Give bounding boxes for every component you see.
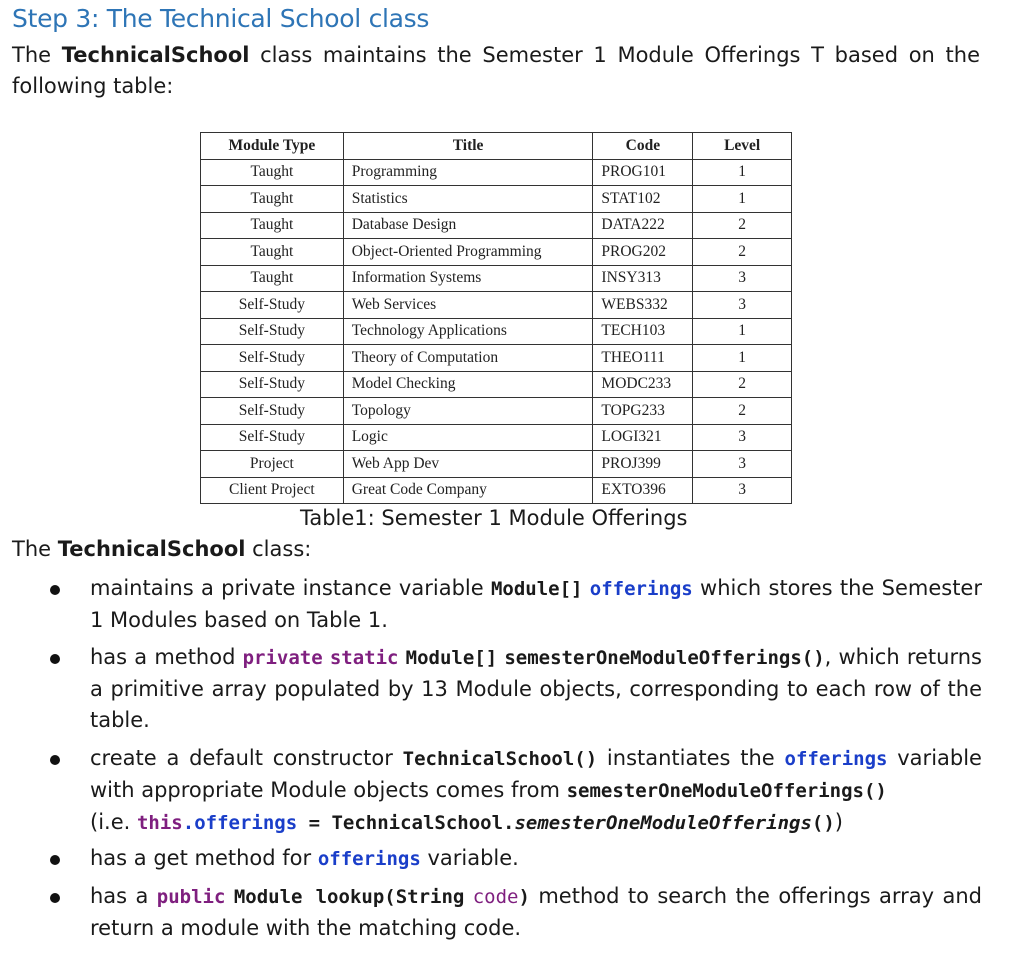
table-row xyxy=(201,398,792,425)
cell-module-type: Taught xyxy=(201,265,344,292)
table-row xyxy=(201,239,792,266)
cell-level: 2 xyxy=(693,239,792,266)
table-caption: Table1: Semester 1 Module Offerings xyxy=(300,506,688,530)
bullet-icon xyxy=(50,893,60,903)
code-type: Module[] xyxy=(490,578,583,600)
code-method: semesterOneModuleOfferings xyxy=(514,812,812,834)
cell-module-type: Client Project xyxy=(201,477,344,504)
bullet-text: (i.e. xyxy=(90,810,137,834)
bullet-text: method to search the offerings array and return a module with the matching code. xyxy=(90,884,982,940)
code-parens: ) xyxy=(518,886,530,908)
cell-code: INSY313 xyxy=(593,265,693,292)
cell-module-type: Taught xyxy=(201,212,344,239)
cell-title: Great Code Company xyxy=(343,477,593,504)
cell-level: 3 xyxy=(693,451,792,478)
table-row xyxy=(201,159,792,186)
cell-code: PROJ399 xyxy=(593,451,693,478)
cell-module-type: Taught xyxy=(201,159,344,186)
cell-code: TOPG233 xyxy=(593,398,693,425)
class-intro-text: class: xyxy=(245,537,312,561)
code-keyword: public xyxy=(156,886,226,908)
table-row xyxy=(201,451,792,478)
bullet-text: create a default constructor xyxy=(90,746,403,770)
code-signature: Module lookup(String xyxy=(233,886,465,908)
table-row xyxy=(201,186,792,213)
code-keyword: this xyxy=(136,812,183,834)
code-keyword: private xyxy=(242,647,323,669)
cell-module-type: Self-Study xyxy=(201,398,344,425)
col-header-level: Level xyxy=(693,133,792,160)
col-header-title: Title xyxy=(343,133,593,160)
cell-title: Information Systems xyxy=(343,265,593,292)
cell-module-type: Self-Study xyxy=(201,345,344,372)
code-method: semesterOneModuleOfferings() xyxy=(566,780,887,802)
cell-module-type: Self-Study xyxy=(201,318,344,345)
bullet-icon xyxy=(50,654,60,664)
requirements-list xyxy=(50,573,982,944)
code-type: Module[] xyxy=(405,647,498,669)
step-heading: Step 3: The Technical School class xyxy=(12,4,430,33)
cell-title: Model Checking xyxy=(343,371,593,398)
bullet-text: has a xyxy=(90,884,157,908)
cell-level: 1 xyxy=(693,159,792,186)
cell-module-type: Project xyxy=(201,451,344,478)
code-parens: () xyxy=(811,812,835,834)
cell-code: STAT102 xyxy=(593,186,693,213)
module-offerings-table xyxy=(200,132,792,504)
cell-code: TECH103 xyxy=(593,318,693,345)
cell-level: 3 xyxy=(693,265,792,292)
cell-code: EXTO396 xyxy=(593,477,693,504)
cell-level: 3 xyxy=(693,292,792,319)
cell-level: 1 xyxy=(693,318,792,345)
cell-level: 1 xyxy=(693,345,792,372)
bullet-icon xyxy=(50,755,60,765)
table-row xyxy=(201,292,792,319)
class-intro xyxy=(12,537,311,561)
cell-module-type: Taught xyxy=(201,239,344,266)
bullet-text: has a method xyxy=(90,645,243,669)
cell-level: 2 xyxy=(693,212,792,239)
code-parameter: code xyxy=(472,886,519,908)
list-item xyxy=(50,573,982,636)
cell-level: 1 xyxy=(693,186,792,213)
cell-title: Statistics xyxy=(343,186,593,213)
cell-code: DATA222 xyxy=(593,212,693,239)
bullet-text: instantiates the xyxy=(597,746,785,770)
code-method: semesterOneModuleOfferings() xyxy=(504,647,825,669)
cell-module-type: Self-Study xyxy=(201,424,344,451)
bullet-text: has a get method for xyxy=(90,846,318,870)
table-header-row xyxy=(201,133,792,160)
code-variable: offerings xyxy=(784,748,888,770)
cell-module-type: Self-Study xyxy=(201,292,344,319)
code-constructor: TechnicalSchool() xyxy=(402,748,598,770)
table-row xyxy=(201,424,792,451)
class-intro-text: The xyxy=(12,537,58,561)
cell-title: Logic xyxy=(343,424,593,451)
cell-title: Database Design xyxy=(343,212,593,239)
cell-title: Technology Applications xyxy=(343,318,593,345)
cell-title: Web App Dev xyxy=(343,451,593,478)
cell-code: THEO111 xyxy=(593,345,693,372)
bullet-icon xyxy=(50,585,60,595)
cell-level: 3 xyxy=(693,424,792,451)
bullet-text: , which returns a primitive array populated by 13 Module objects, corresponding to each row of the table. xyxy=(90,645,982,732)
cell-title: Web Services xyxy=(343,292,593,319)
table-row xyxy=(201,345,792,372)
bullet-text: variable. xyxy=(420,846,519,870)
cell-code: LOGI321 xyxy=(593,424,693,451)
cell-title: Object-Oriented Programming xyxy=(343,239,593,266)
list-item xyxy=(50,642,982,736)
code-variable: offerings xyxy=(589,578,693,600)
col-header-module-type: Module Type xyxy=(201,133,344,160)
intro-text: The xyxy=(12,43,62,67)
list-item xyxy=(50,743,982,839)
class-name-bold: TechnicalSchool xyxy=(57,537,246,561)
cell-title: Programming xyxy=(343,159,593,186)
table-row xyxy=(201,212,792,239)
table-row xyxy=(201,265,792,292)
table-row xyxy=(201,477,792,504)
cell-level: 2 xyxy=(693,371,792,398)
code-variable: .offerings xyxy=(182,812,298,834)
cell-title: Topology xyxy=(343,398,593,425)
cell-code: PROG202 xyxy=(593,239,693,266)
bullet-text: maintains a private instance variable xyxy=(90,576,491,600)
cell-code: WEBS332 xyxy=(593,292,693,319)
code-expression: = TechnicalSchool. xyxy=(297,812,515,834)
intro-text: class maintains the Semester 1 Module Offerings T based on the following table: xyxy=(12,43,980,98)
bullet-text: which stores the Semester 1 Modules based on Table 1. xyxy=(90,576,982,632)
bullet-icon xyxy=(50,855,60,865)
list-item xyxy=(50,881,982,944)
col-header-code: Code xyxy=(593,133,693,160)
bullet-text: variable with appropriate Module objects comes from xyxy=(90,746,982,802)
cell-level: 3 xyxy=(693,477,792,504)
cell-level: 2 xyxy=(693,398,792,425)
code-keyword: static xyxy=(329,647,399,669)
cell-module-type: Self-Study xyxy=(201,371,344,398)
table-row xyxy=(201,318,792,345)
cell-code: MODC233 xyxy=(593,371,693,398)
table-row xyxy=(201,371,792,398)
class-name-bold: TechnicalSchool xyxy=(61,43,250,67)
code-variable: offerings xyxy=(317,848,421,870)
list-item xyxy=(50,843,982,875)
cell-module-type: Taught xyxy=(201,186,344,213)
intro-paragraph xyxy=(12,40,980,102)
bullet-text: ) xyxy=(834,810,843,834)
cell-title: Theory of Computation xyxy=(343,345,593,372)
cell-code: PROG101 xyxy=(593,159,693,186)
